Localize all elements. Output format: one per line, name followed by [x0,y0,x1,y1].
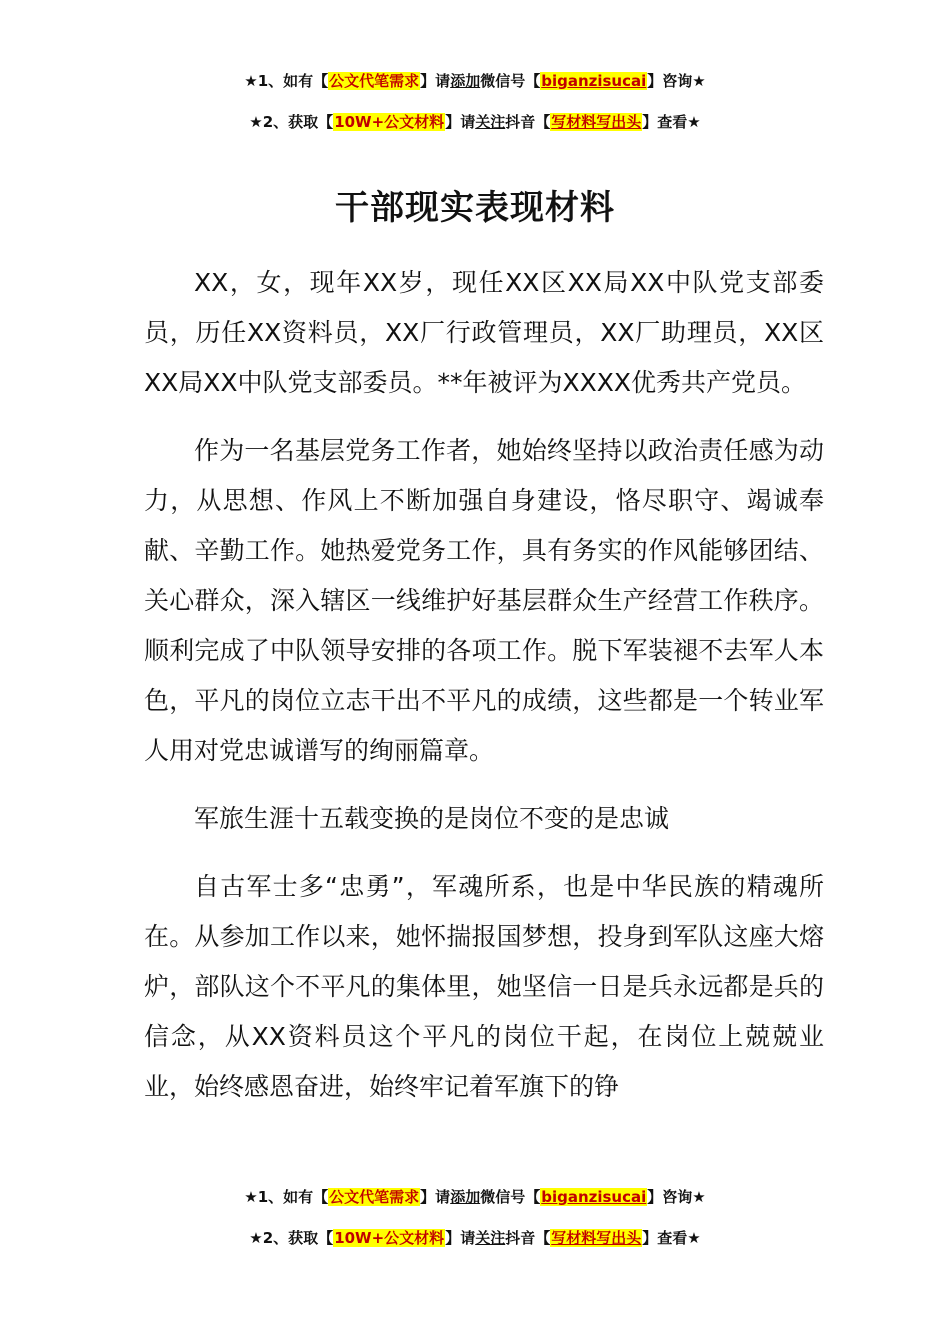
ad-text: 】请 [420,1188,451,1206]
ad-text: 】请 [445,113,476,131]
ad-text: 抖音【 [505,1229,551,1247]
footer-ad-line-2 [0,1227,950,1249]
ad-highlight: 10W+公文材料 [334,1229,445,1247]
ad-text: 】请 [445,1229,476,1247]
ad-text: ★1、如有【 [244,1188,329,1206]
ad-underlined: 关注 [475,1229,506,1247]
header-ad-line-2 [0,111,950,133]
ad-highlight: 公文代笔需求 [329,1188,420,1206]
ad-text: 】咨询★ [647,72,706,90]
ad-text: ★2、获取【 [249,113,334,131]
ad-wechat-id: biganzisucai [541,1188,647,1206]
ad-douyin-id: 写材料写出头 [551,113,642,131]
ad-text: 抖音【 [505,113,551,131]
paragraph: 作为一名基层党务工作者，她始终坚持以政治责任感为动力，从思想、作风上不断加强自身建设，恪尽职守、竭诚奉献、辛勤工作。她热爱党务工作，具有务实的作风能够团结、关心群众，深入辖区一线维护好基层群众生产经营工作秩序。顺利完成了中队领导安排的各项工作。脱下军装褪不去军人本色，平凡的岗位立志干出不平凡的成绩，这些都是一个转业军人用对党忠诚谱写的绚丽篇章。 [144,436,824,765]
ad-douyin-id: 写材料写出头 [551,1229,642,1247]
ad-text: 】咨询★ [647,1188,706,1206]
ad-underlined: 添加 [450,72,481,90]
ad-text: 】查看★ [642,113,701,131]
ad-text: 微信号【 [480,1188,541,1206]
ad-underlined: 关注 [475,113,506,131]
ad-highlight: 公文代笔需求 [329,72,420,90]
paragraph: XX，女，现年XX岁，现任XX区XX局XX中队党支部委员，历任XX资料员，XX厂行政管理员，XX厂助理员，XX区XX局XX中队党支部委员。**年被评为XXXX优秀共产党员。 [144,268,824,397]
footer-ad-line-1 [0,1186,950,1208]
ad-highlight: 10W+公文材料 [334,113,445,131]
section-subheading: 军旅生涯十五载变换的是岗位不变的是忠诚 [194,804,670,833]
ad-underlined: 添加 [450,1188,481,1206]
ad-text: ★2、获取【 [249,1229,334,1247]
document-body [144,258,824,1130]
ad-wechat-id: biganzisucai [541,72,647,90]
ad-text: ★1、如有【 [244,72,329,90]
ad-text: 微信号【 [480,72,541,90]
document-title: 干部现实表现材料 [335,188,615,228]
paragraph: 自古军士多“忠勇”，军魂所系，也是中华民族的精魂所在。从参加工作以来，她怀揣报国梦想，投身到军队这座大熔炉，部队这个不平凡的集体里，她坚信一日是兵永远都是兵的信念，从XX资料员这个平凡的岗位干起，在岗位上兢兢业业，始终感恩奋进，始终牢记着军旗下的铮 [144,872,824,1101]
ad-text: 】查看★ [642,1229,701,1247]
ad-text: 】请 [420,72,451,90]
header-ad-line-1 [0,70,950,92]
